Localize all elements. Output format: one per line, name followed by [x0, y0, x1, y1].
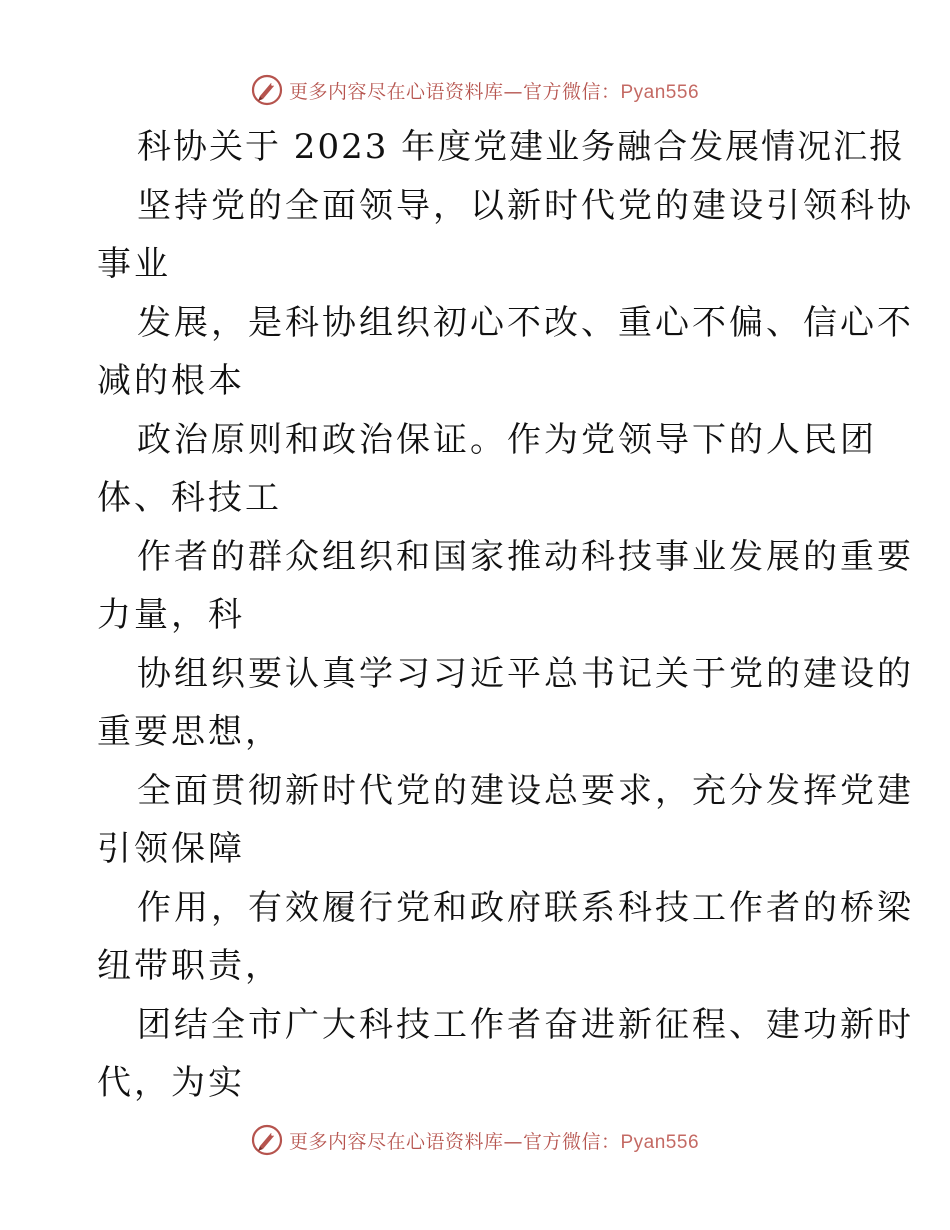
document-body — [97, 118, 914, 1113]
document-line: 全面贯彻新时代党的建设总要求，充分发挥党建 — [137, 770, 914, 811]
watermark-slogan: 更多内容尽在心语资料库 — [288, 1130, 504, 1153]
watermark-header — [0, 70, 950, 110]
watermark-text — [289, 1127, 699, 1154]
document-line: 重要思想， — [97, 712, 282, 752]
pen-logo-icon — [251, 1124, 283, 1156]
pen-logo-icon — [251, 74, 283, 106]
document-line: 力量，科 — [97, 595, 245, 635]
document-line: 体、科技工 — [97, 478, 282, 518]
document-line: 纽带职责， — [97, 946, 282, 986]
watermark-text — [289, 77, 699, 104]
watermark-wechat-id: Pyan556 — [620, 81, 700, 103]
document-line: 协组织要认真学习习近平总书记关于党的建设的 — [137, 653, 914, 694]
document-line: 团结全市广大科技工作者奋进新征程、建功新时 — [137, 1004, 914, 1045]
document-line: 坚持党的全面领导，以新时代党的建设引领科协 — [137, 185, 914, 226]
watermark-wechat-label: 官方微信： — [522, 1130, 621, 1153]
watermark-dash: — — [503, 80, 523, 103]
document-line: 事业 — [97, 244, 171, 284]
document-line: 代，为实 — [97, 1063, 245, 1103]
document-lines — [97, 177, 914, 1113]
document-line: 引领保障 — [97, 829, 245, 869]
document-line: 作用，有效履行党和政府联系科技工作者的桥梁 — [137, 887, 914, 928]
document-title: 科协关于 2023 年度党建业务融合发展情况汇报 — [137, 127, 906, 167]
watermark-wechat-label: 官方微信： — [522, 80, 621, 103]
document-line: 减的根本 — [97, 361, 245, 401]
watermark-slogan: 更多内容尽在心语资料库 — [288, 80, 504, 103]
watermark-wechat-id: Pyan556 — [620, 1131, 700, 1153]
document-line: 发展，是科协组织初心不改、重心不偏、信心不 — [137, 302, 914, 343]
document-line: 政治原则和政治保证。作为党领导下的人民团 — [137, 419, 877, 460]
watermark-dash: — — [503, 1130, 523, 1153]
document-line: 作者的群众组织和国家推动科技事业发展的重要 — [137, 536, 914, 577]
watermark-footer — [0, 1120, 950, 1160]
